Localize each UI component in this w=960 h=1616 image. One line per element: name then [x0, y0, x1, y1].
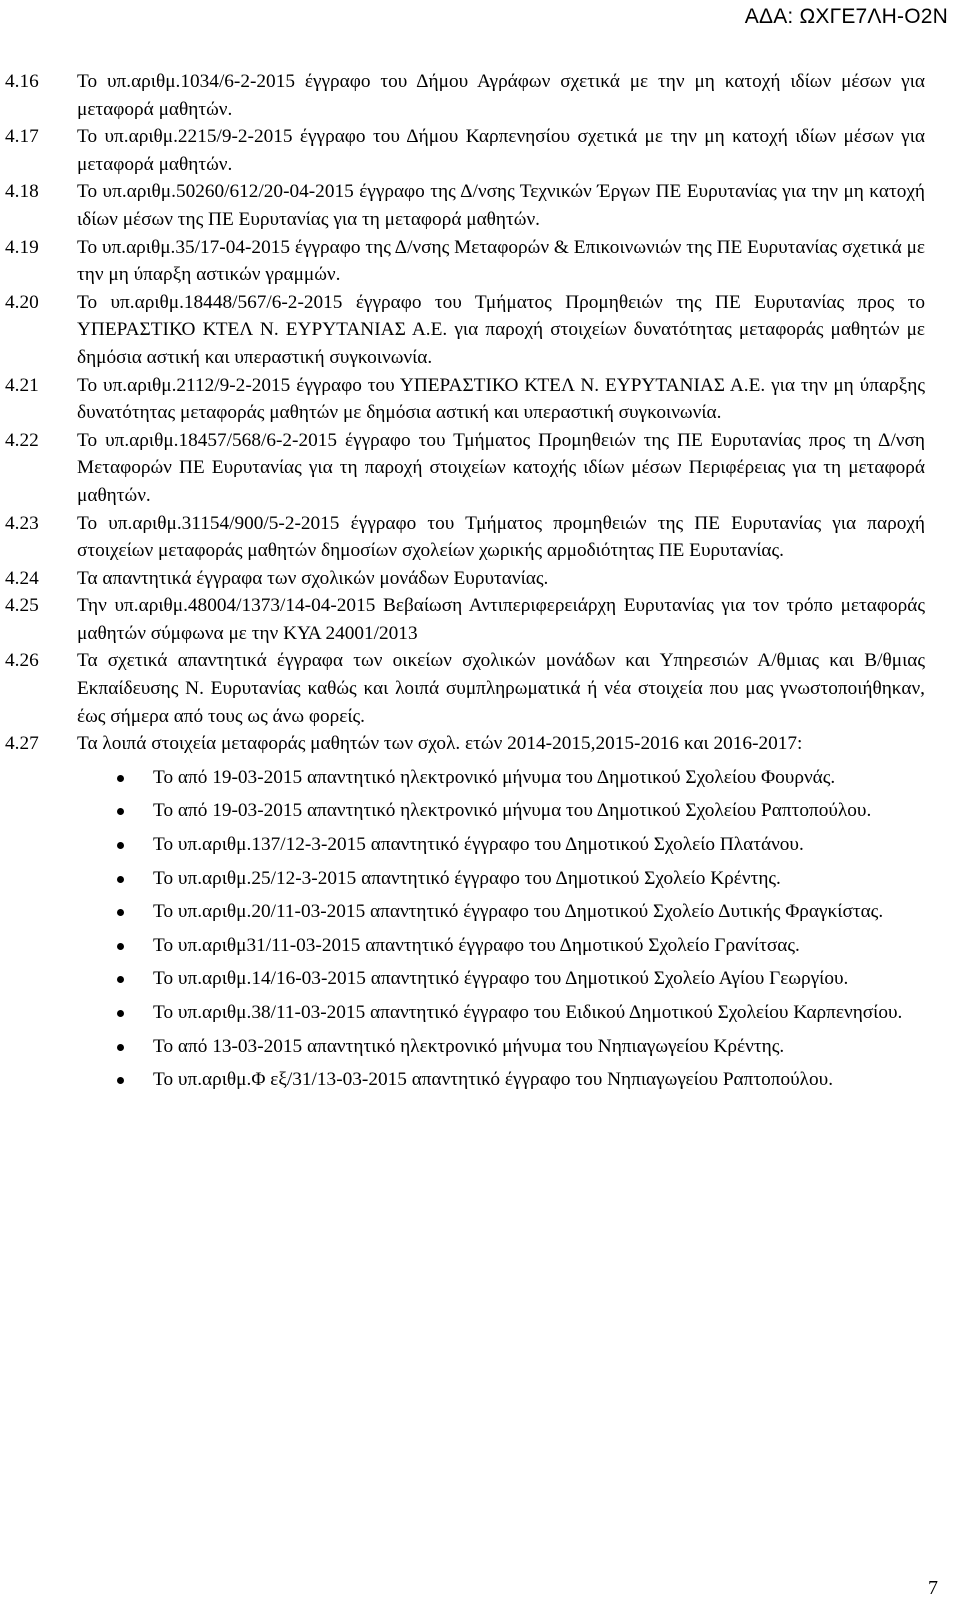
item-text: Τα σχετικά απαντητικά έγγραφα των οικείων σχολικών μονάδων και Υπηρεσιών Α/θμιας και Β/θμιας Εκπαίδευσης Ν. Ευρυτανίας καθώς και λοιπά συμπληρωματικά ή νέα στοιχεία που μας γνωστοποιήθηκαν, έως σήμερα από τους ως άνω φορείς.	[77, 650, 925, 727]
item-number: 4.21	[5, 374, 39, 396]
item-number: 4.17	[5, 126, 39, 148]
document-body	[5, 68, 925, 1100]
item-text: Τα απαντητικά έγγραφα των σχολικών μονάδων Ευρυτανίας.	[77, 567, 549, 589]
bullet-text: Το από 19-03-2015 απαντητικό ηλεκτρονικό μήνυμα του Δημοτικού Σχολείου Φουρνάς.	[153, 766, 836, 788]
bullet-text: Το υπ.αριθμ.Φ εξ/31/13-03-2015 απαντητικό έγγραφο του Νηπιαγωγείου Ραπτοπούλου.	[153, 1069, 834, 1091]
list-item	[5, 730, 925, 758]
item-text: Το υπ.αριθμ.2215/9-2-2015 έγγραφο του Δήμου Καρπενησίου σχετικά με την μη κατοχή ιδίων μέσων για μεταφορά μαθητών.	[77, 126, 925, 175]
bullet-item	[115, 932, 925, 960]
bullet-icon	[117, 1044, 124, 1051]
bullet-item	[115, 831, 925, 859]
bullet-text: Το από 19-03-2015 απαντητικό ηλεκτρονικό μήνυμα του Δημοτικού Σχολείου Ραπτοπούλου.	[153, 800, 872, 822]
bullet-icon	[117, 943, 124, 950]
bullet-item	[115, 1033, 925, 1061]
list-item	[5, 592, 925, 647]
bullet-text: Το υπ.αριθμ.38/11-03-2015 απαντητικό έγγραφο του Ειδικού Δημοτικού Σχολείου Καρπενησίου.	[153, 1002, 903, 1023]
item-number: 4.25	[5, 595, 39, 617]
bullet-icon	[117, 1010, 124, 1017]
page-number: 7	[928, 1577, 938, 1599]
item-text: Τα λοιπά στοιχεία μεταφοράς μαθητών των σχολ. ετών 2014-2015,2015-2016 και 2016-2017:	[77, 733, 803, 755]
item-text: Το υπ.αριθμ.2112/9-2-2015 έγγραφο του ΥΠΕΡΑΣΤΙΚΟ ΚΤΕΛ Ν. ΕΥΡΥΤΑΝΙΑΣ Α.Ε. για την μη ύπαρξης δυνατότητας μεταφοράς μαθητών με δημόσια αστική και υπεραστική συγκοινωνία.	[77, 374, 925, 424]
bullet-text: Το από 13-03-2015 απαντητικό ηλεκτρονικό μήνυμα του Νηπιαγωγείου Κρέντης.	[153, 1035, 785, 1057]
item-number: 4.27	[5, 733, 39, 755]
bullet-text: Το υπ.αριθμ.25/12-3-2015 απαντητικό έγγραφο του Δημοτικού Σχολείο Κρέντης.	[153, 867, 781, 889]
item-text: Το υπ.αριθμ.35/17-04-2015 έγγραφο της Δ/νσης Μεταφορών & Επικοινωνιών της ΠΕ Ευρυτανίας σχετικά με την μη ύπαρξη αστικών γραμμών.	[77, 236, 925, 286]
bullet-text: Το υπ.αριθμ31/11-03-2015 απαντητικό έγγραφο του Δημοτικού Σχολείο Γρανίτσας.	[153, 934, 800, 956]
item-number: 4.22	[5, 429, 39, 451]
list-item	[5, 372, 925, 427]
list-item	[5, 68, 925, 123]
bullet-item	[115, 999, 925, 1027]
bullet-icon	[117, 909, 124, 916]
item-number: 4.26	[5, 650, 39, 672]
list-item	[5, 178, 925, 233]
list-item	[5, 289, 925, 372]
list-item	[5, 565, 925, 593]
item-text: Το υπ.αριθμ.1034/6-2-2015 έγγραφο του Δήμου Αγράφων σχετικά με την μη κατοχή ιδίων μέσων για μεταφορά μαθητών.	[77, 71, 925, 120]
bullet-item	[115, 965, 925, 993]
bullet-item	[115, 865, 925, 893]
list-item	[5, 647, 925, 730]
item-number: 4.19	[5, 236, 39, 258]
list-item	[5, 510, 925, 565]
bullet-icon	[117, 1077, 124, 1084]
item-number: 4.20	[5, 291, 39, 313]
item-text: Το υπ.αριθμ.50260/612/20-04-2015 έγγραφο της Δ/νσης Τεχνικών Έργων ΠΕ Ευρυτανίας για την μη κατοχή ιδίων μέσων της ΠΕ Ευρυτανίας για τη μεταφορά μαθητών.	[77, 181, 925, 230]
bullet-icon	[117, 842, 124, 849]
item-number: 4.16	[5, 71, 39, 92]
bullet-icon	[117, 876, 124, 883]
list-item	[5, 123, 925, 178]
item-number: 4.18	[5, 181, 39, 203]
item-text: Το υπ.αριθμ.18457/568/6-2-2015 έγγραφο του Τμήματος Προμηθειών της ΠΕ Ευρυτανίας προς τη Δ/νση Μεταφορών ΠΕ Ευρυτανίας για τη παροχή στοιχείων κατοχής ιδίων μέσων Περιφέρειας για τη μεταφορά μαθητών.	[77, 429, 925, 506]
bullet-list	[5, 764, 925, 1094]
bullet-item	[115, 898, 925, 926]
bullet-text: Το υπ.αριθμ.137/12-3-2015 απαντητικό έγγραφο του Δημοτικού Σχολείο Πλατάνου.	[153, 834, 804, 856]
bullet-text: Το υπ.αριθμ.14/16-03-2015 απαντητικό έγγραφο του Δημοτικού Σχολείο Αγίου Γεωργίου.	[153, 968, 849, 990]
bullet-icon	[117, 808, 124, 815]
document-code: ΑΔΑ: ΩΧΓΕ7ΛΗ-Ο2Ν	[744, 5, 948, 28]
item-number: 4.23	[5, 512, 39, 534]
bullet-text: Το υπ.αριθμ.20/11-03-2015 απαντητικό έγγραφο του Δημοτικού Σχολείο Δυτικής Φραγκίστας.	[153, 901, 884, 923]
item-text: Το υπ.αριθμ.18448/567/6-2-2015 έγγραφο του Τμήματος Προμηθειών της ΠΕ Ευρυτανίας προς το ΥΠΕΡΑΣΤΙΚΟ ΚΤΕΛ Ν. ΕΥΡΥΤΑΝΙΑΣ Α.Ε. για παροχή στοιχείων δυνατότητας μεταφοράς μαθητών με δημόσια αστική και υπεραστική συγκοινωνία.	[77, 291, 925, 368]
item-number: 4.24	[5, 567, 39, 589]
item-text: Την υπ.αριθμ.48004/1373/14-04-2015 Βεβαίωση Αντιπεριφερειάρχη Ευρυτανίας για τον τρόπο μεταφοράς μαθητών σύμφωνα με την ΚΥΑ 24001/2013	[77, 595, 925, 644]
bullet-icon	[117, 976, 124, 983]
list-item	[5, 427, 925, 510]
bullet-item	[115, 797, 925, 825]
list-item	[5, 234, 925, 289]
bullet-item	[115, 1066, 925, 1094]
bullet-icon	[117, 775, 124, 782]
bullet-item	[115, 764, 925, 792]
item-text: Το υπ.αριθμ.31154/900/5-2-2015 έγγραφο του Τμήματος προμηθειών της ΠΕ Ευρυτανίας για παροχή στοιχείων μεταφοράς μαθητών δημοσίων σχολείων χωρικής αρμοδιότητας ΠΕ Ευρυτανίας.	[77, 512, 925, 562]
